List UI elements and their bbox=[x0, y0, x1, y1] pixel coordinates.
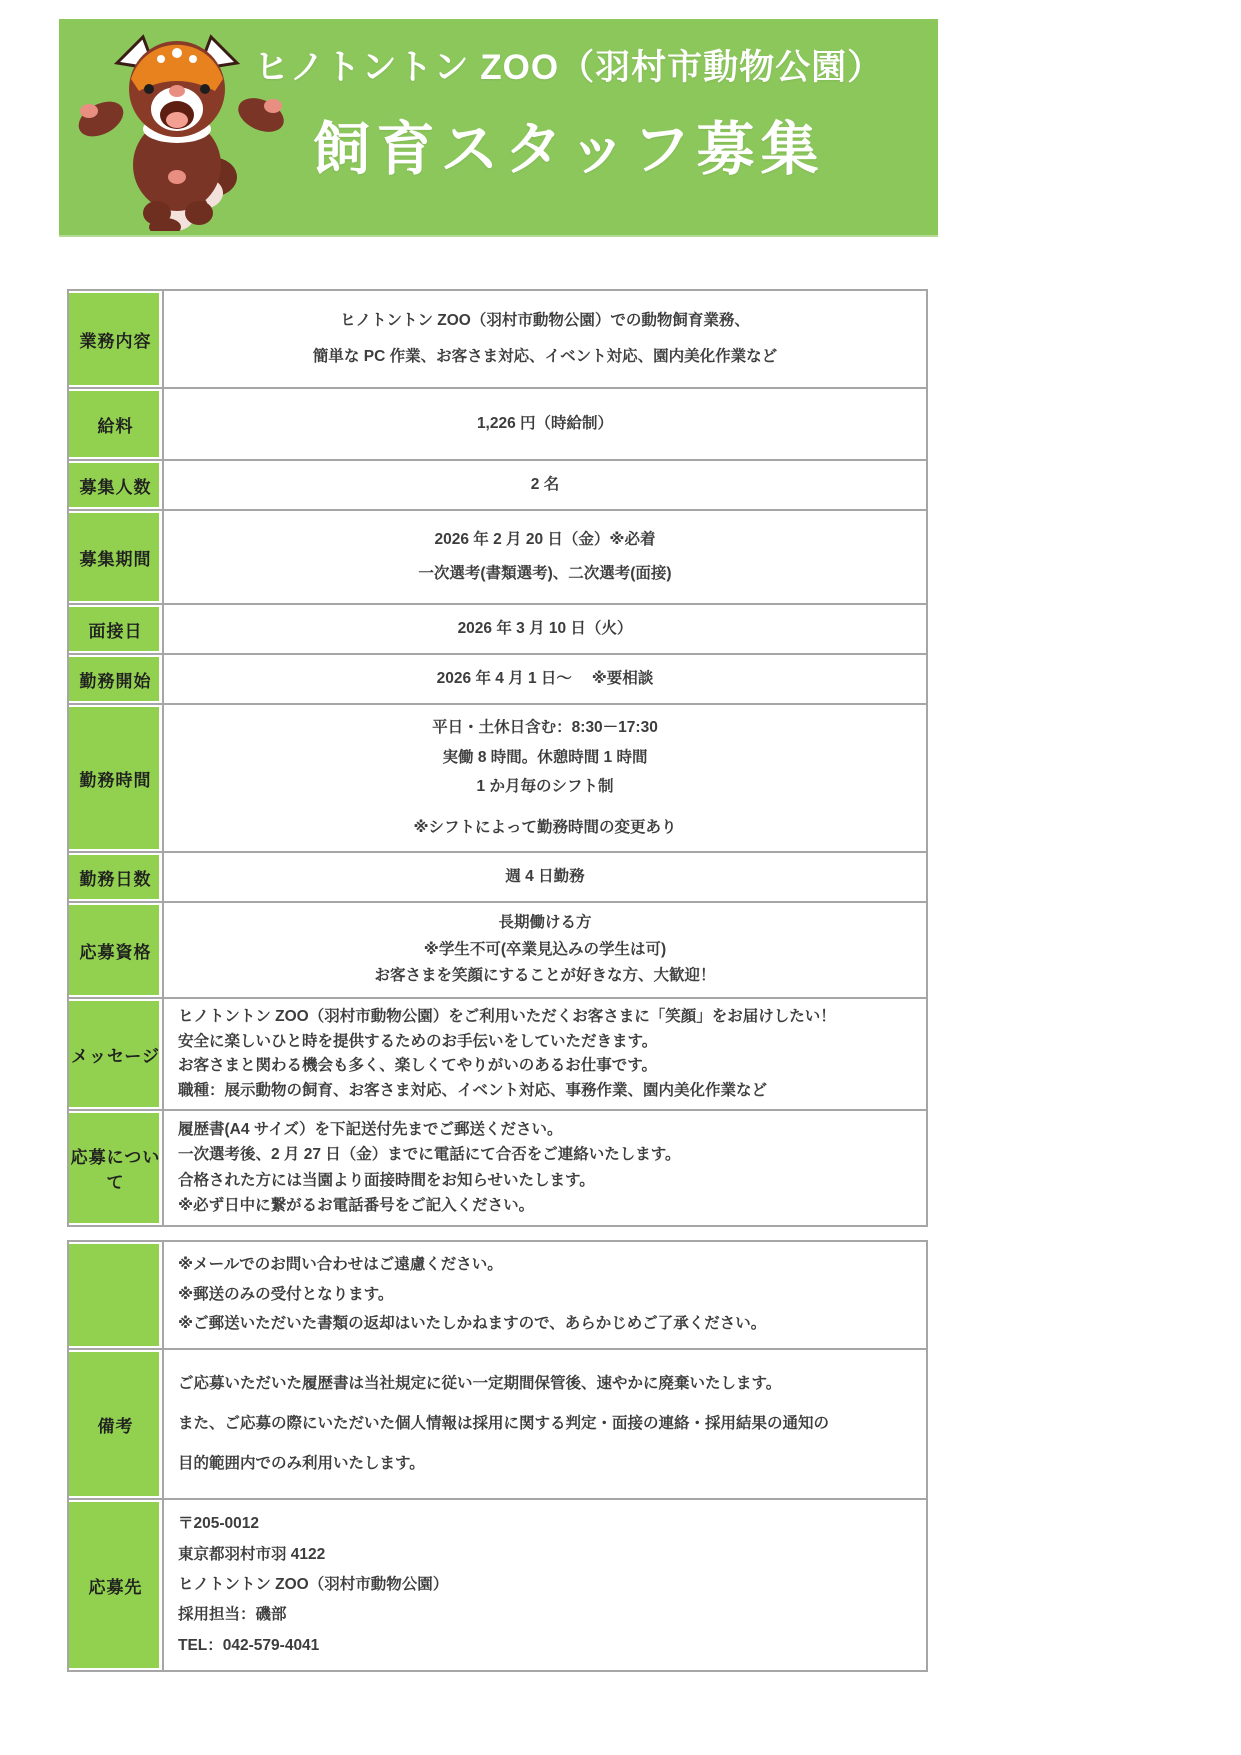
table-row bbox=[68, 1241, 927, 1349]
row-line: 週 4 日勤務 bbox=[505, 867, 585, 885]
row-label: 勤務開始 bbox=[68, 654, 163, 704]
row-line: 〒205-0012 bbox=[178, 1515, 260, 1533]
row-line: 職種：展示動物の飼育、お客さま対応、イベント対応、事務作業、園内美化作業など bbox=[178, 1081, 768, 1099]
row-label: 備考 bbox=[68, 1349, 163, 1499]
row-content bbox=[163, 852, 927, 902]
row-line: 2026 年 3 月 10 日（火） bbox=[457, 619, 633, 637]
row-line: 2026 年 4 月 1 日～ ※要相談 bbox=[436, 669, 654, 687]
table-row bbox=[68, 460, 927, 510]
row-line: 簡単な PC 作業、お客さま対応、イベント対応、園内美化作業など bbox=[312, 347, 778, 365]
row-line: 実働 8 時間。休憩時間 1 時間 bbox=[442, 748, 648, 766]
row-line: ※ご郵送いただいた書類の返却はいたしかねますので、あらかじめご了承ください。 bbox=[178, 1315, 767, 1333]
row-content bbox=[163, 1349, 927, 1499]
row-line: 2026 年 2 月 20 日（金）※必着 bbox=[434, 530, 656, 548]
row-line: 合格された方には当園より面接時間をお知らせいたします。 bbox=[178, 1171, 595, 1189]
row-label: 給料 bbox=[68, 388, 163, 460]
row-line: お客さまと関わる機会も多く、楽しくてやりがいのあるお仕事です。 bbox=[178, 1057, 657, 1075]
row-label bbox=[68, 1241, 163, 1349]
row-line: 目的範囲内でのみ利用いたします。 bbox=[178, 1454, 425, 1472]
row-label: 募集人数 bbox=[68, 460, 163, 510]
row-line: ※必ず日中に繋がるお電話番号をご記入ください。 bbox=[178, 1196, 535, 1214]
table-row bbox=[68, 1499, 927, 1671]
table-row bbox=[68, 852, 927, 902]
row-line: 一次選考後、2 月 27 日（金）までに電話にて合否をご連絡いたします。 bbox=[178, 1146, 681, 1164]
row-label: 勤務日数 bbox=[68, 852, 163, 902]
table-row bbox=[68, 902, 927, 998]
header-banner bbox=[59, 19, 938, 237]
row-line: ヒノトントン ZOO（羽村市動物公園）をご利用いただくお客さまに「笑顔」をお届けしたい！ bbox=[178, 1008, 836, 1026]
job-details-table bbox=[67, 289, 928, 1227]
table-row bbox=[68, 510, 927, 604]
table-row bbox=[68, 1349, 927, 1499]
row-label: 応募先 bbox=[68, 1499, 163, 1671]
row-line: ※学生不可(卒業見込みの学生は可) bbox=[423, 940, 667, 958]
row-line: 安全に楽しいひと時を提供するためのお手伝いをしていただきます。 bbox=[178, 1032, 658, 1050]
row-label: 募集期間 bbox=[68, 510, 163, 604]
table-row bbox=[68, 654, 927, 704]
row-line: 履歴書(A4 サイズ）を下記送付先までご郵送ください。 bbox=[178, 1121, 563, 1139]
row-content bbox=[163, 1241, 927, 1349]
row-label: 面接日 bbox=[68, 604, 163, 654]
table-row bbox=[68, 388, 927, 460]
row-content bbox=[163, 1110, 927, 1226]
banner-text-block bbox=[59, 19, 938, 237]
row-content bbox=[163, 290, 927, 388]
row-label: 応募資格 bbox=[68, 902, 163, 998]
row-content bbox=[163, 902, 927, 998]
row-content bbox=[163, 510, 927, 604]
row-line: ※郵送のみの受付となります。 bbox=[178, 1285, 394, 1303]
job-details-table-body bbox=[68, 290, 927, 1226]
row-line: また、ご応募の際にいただいた個人情報は採用に関する判定・面接の連絡・採用結果の通知の bbox=[178, 1414, 830, 1432]
row-line: 一次選考(書類選考)、二次選考(面接) bbox=[418, 565, 672, 583]
row-line: ヒノトントン ZOO（羽村市動物公園）での動物飼育業務、 bbox=[340, 311, 750, 329]
table-row bbox=[68, 604, 927, 654]
table-row bbox=[68, 1110, 927, 1226]
row-content bbox=[163, 1499, 927, 1671]
row-content bbox=[163, 998, 927, 1110]
row-line: ※シフトによって勤務時間の変更あり bbox=[413, 818, 677, 836]
row-content bbox=[163, 388, 927, 460]
row-line: ご応募いただいた履歴書は当社規定に従い一定期間保管後、速やかに廃棄いたします。 bbox=[178, 1374, 782, 1392]
row-label: 業務内容 bbox=[68, 290, 163, 388]
row-line: お客さまを笑顔にすることが好きな方、大歓迎！ bbox=[374, 967, 716, 985]
row-line: 2 名 bbox=[530, 475, 560, 493]
park-name-title: ヒノトントン ZOO（羽村市動物公園） bbox=[253, 48, 884, 87]
row-line: ヒノトントン ZOO（羽村市動物公園） bbox=[178, 1575, 449, 1593]
table-row bbox=[68, 290, 927, 388]
row-content bbox=[163, 460, 927, 510]
recruitment-headline: 飼育スタッフ募集 bbox=[312, 117, 825, 182]
row-label: 勤務時間 bbox=[68, 704, 163, 852]
row-line: 東京都羽村市羽 4122 bbox=[178, 1545, 326, 1563]
notes-and-contact-table bbox=[67, 1240, 928, 1672]
row-content bbox=[163, 654, 927, 704]
row-line: 平日・土休日含む：8:30－17:30 bbox=[432, 719, 658, 737]
table-row bbox=[68, 998, 927, 1110]
row-label: 応募について bbox=[68, 1110, 163, 1226]
row-content bbox=[163, 704, 927, 852]
row-content bbox=[163, 604, 927, 654]
notes-and-contact-table-body bbox=[68, 1241, 927, 1671]
row-line: 長期働ける方 bbox=[498, 914, 592, 932]
row-line: 採用担当：磯部 bbox=[178, 1606, 287, 1624]
row-line: ※メールでのお問い合わせはご遠慮ください。 bbox=[178, 1256, 503, 1274]
row-line: 1,226 円（時給制） bbox=[476, 414, 614, 432]
row-line: TEL：042-579-4041 bbox=[178, 1636, 320, 1654]
table-row bbox=[68, 704, 927, 852]
row-line: 1 か月毎のシフト制 bbox=[476, 777, 614, 795]
row-label: メッセージ bbox=[68, 998, 163, 1110]
